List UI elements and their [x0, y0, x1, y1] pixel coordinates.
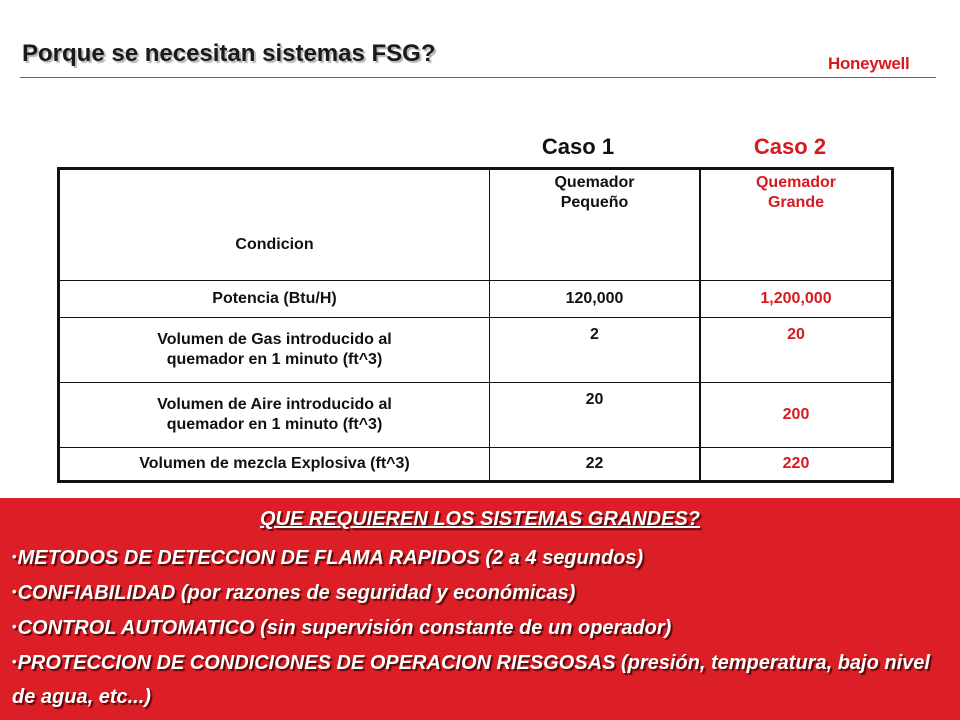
list-item-text: CONFIABILIDAD (por razones de seguridad y económicas)	[17, 582, 576, 604]
honeywell-logo: Honeywell	[828, 54, 910, 73]
list-item	[12, 540, 952, 575]
row-case-2-value: 1,200,000	[700, 281, 893, 318]
case-1-heading: Caso 1	[541, 134, 615, 159]
row-case-1-value: 2	[490, 318, 701, 383]
bullet-icon: •	[12, 654, 17, 669]
row-label-line-2: quemador en 1 minuto (ft^3)	[166, 416, 383, 433]
row-case-2-value: 200	[700, 383, 893, 448]
row-case-1-value: 22	[490, 448, 701, 482]
title-divider	[20, 77, 936, 78]
table-row	[59, 318, 893, 383]
row-case-2-value: 220	[700, 448, 893, 482]
header-condition: Condicion	[59, 169, 490, 281]
header-case-2-line-1: Quemador	[755, 174, 836, 191]
list-item	[12, 645, 952, 714]
row-label: Volumen de mezcla Explosiva (ft^3)	[59, 448, 490, 482]
requirements-title: QUE REQUIEREN LOS SISTEMAS GRANDES?	[259, 508, 701, 530]
row-case-2-value: 20	[700, 318, 893, 383]
case-2-heading: Caso 2	[753, 134, 827, 159]
row-case-1-value: 20	[490, 383, 701, 448]
list-item-text: PROTECCION DE CONDICIONES DE OPERACION RIESGOSAS (presión, temperatura, bajo nivel de agua, etc...)	[12, 652, 930, 708]
table-row	[59, 383, 893, 448]
requirements-list	[12, 540, 952, 714]
row-label	[59, 318, 490, 383]
header-case-1-line-2: Pequeño	[560, 194, 629, 211]
list-item	[12, 610, 952, 645]
list-item-text: METODOS DE DETECCION DE FLAMA RAPIDOS (2 a 4 segundos)	[17, 547, 644, 569]
comparison-table	[57, 167, 894, 483]
header-case-2-line-2: Grande	[767, 194, 824, 211]
row-label-line-1: Volumen de Gas introducido al	[157, 331, 392, 348]
requirements-box	[0, 498, 960, 720]
list-item-text: CONTROL AUTOMATICO (sin supervisión constante de un operador)	[17, 617, 672, 639]
table-header-row	[59, 169, 893, 281]
bullet-icon: •	[12, 584, 17, 599]
header-case-1-line-1: Quemador	[554, 174, 635, 191]
page-title: Porque se necesitan sistemas FSG?	[22, 40, 436, 67]
row-label-line-1: Volumen de Aire introducido al	[157, 396, 392, 413]
header-case-2	[700, 169, 893, 281]
bullet-icon: •	[12, 549, 17, 564]
header-case-1	[490, 169, 701, 281]
row-case-1-value: 120,000	[490, 281, 701, 318]
bullet-icon: •	[12, 619, 17, 634]
list-item	[12, 575, 952, 610]
row-label: Potencia (Btu/H)	[59, 281, 490, 318]
row-label	[59, 383, 490, 448]
table-row	[59, 448, 893, 482]
table-row	[59, 281, 893, 318]
row-label-line-2: quemador en 1 minuto (ft^3)	[166, 351, 383, 368]
